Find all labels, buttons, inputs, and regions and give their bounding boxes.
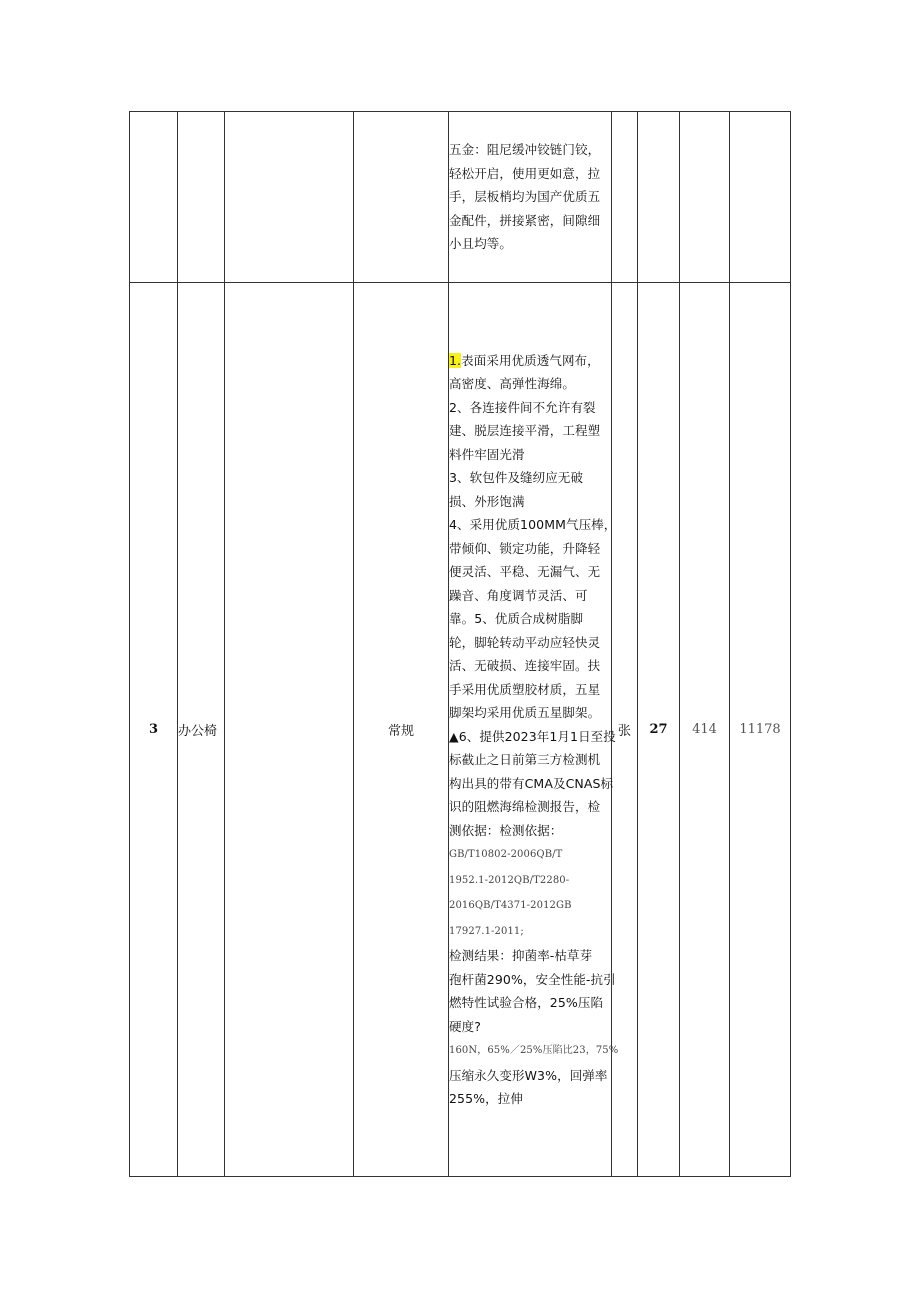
desc-line: 轮，脚轮转动平动应轻快灵: [449, 634, 601, 650]
cell-price: 414: [680, 283, 730, 1177]
cell-name: [178, 112, 225, 283]
cell-name: 办公椅: [178, 283, 225, 1177]
cell-no: [130, 112, 178, 283]
cell-price: [680, 112, 730, 283]
desc-line: 小且均等。: [449, 236, 513, 252]
cell-qty: [638, 112, 680, 283]
table-row: [130, 283, 791, 1177]
cell-unit: 张: [612, 283, 638, 1177]
cell-no: 3: [130, 283, 178, 1177]
standard-code-line: 2016QB/T4371-2012GB: [449, 900, 572, 911]
desc-line: 2、各连接件间不允许有裂: [449, 399, 596, 415]
desc-line: 检测结果：抑菌率-枯草芽: [449, 948, 593, 963]
desc-line: 构出具的带有CMA及CNAS标: [449, 775, 614, 791]
desc-line: 255%，拉伸: [449, 1091, 523, 1106]
desc-line: 孢杆菌290%，安全性能-抗引: [449, 971, 616, 987]
desc-line: 标截止之日前第三方检测机: [449, 752, 601, 767]
desc-line: 金配件，拼接紧密，间隙细: [449, 212, 601, 228]
standard-code-line: 160N，65%／25%压陷比23，75%: [449, 1045, 619, 1056]
cell-type: [354, 112, 449, 283]
cell-blank: [225, 112, 354, 283]
desc-line: 燃特性试验合格，25%压陷: [449, 995, 604, 1010]
desc-line: ▲6、提供2023年1月1日至投: [449, 728, 616, 744]
desc-line: 4、采用优质100MM气压棒，: [449, 517, 617, 532]
standard-code-line: 17927.1-2011;: [449, 925, 524, 937]
desc-line: 损、外形饱满: [449, 493, 525, 509]
standard-code-line: GB/T10802-2006QB/T: [449, 849, 563, 860]
desc-line: 脚架均采用优质五星脚架。: [449, 705, 601, 720]
desc-line: 压缩永久变形W3%，回弹率: [449, 1067, 608, 1083]
desc-text: 表面采用优质透气网布，: [461, 352, 600, 368]
cell-description: [449, 283, 619, 1177]
desc-line: 靠。5、优质合成树脂脚: [449, 611, 584, 626]
standard-code-line: 1952.1-2012QB/T2280-: [449, 874, 570, 886]
cell-qty: 27: [638, 283, 680, 1177]
cell-total: 11178: [730, 283, 791, 1177]
table-row: [130, 112, 791, 283]
desc-line: 识的阻燃海绵检测报告，检: [449, 799, 601, 814]
desc-line: 硬度?: [449, 1018, 481, 1034]
desc-line: [449, 349, 611, 373]
desc-line: 建、脱层连接平滑，工程塑: [449, 423, 601, 438]
desc-line: 手，层板梢均为国产优质五: [449, 189, 601, 205]
spec-table: [129, 111, 791, 1177]
desc-line: 活、无破损、连接牢固。扶: [449, 658, 601, 673]
desc-line: 高密度、高弹性海绵。: [449, 376, 576, 391]
desc-line: 便灵活、平稳、无漏气、无: [449, 564, 601, 579]
cell-blank: [225, 283, 354, 1177]
cell-description: [449, 112, 612, 283]
desc-line: 轻松开启，使用更如意，拉: [449, 165, 601, 181]
desc-line: 测依据：检测依据：: [449, 822, 563, 838]
desc-line: 带倾仰、锁定功能，升降轻: [449, 540, 601, 556]
desc-line: 料件牢固光滑: [449, 446, 525, 462]
desc-line: 躁音、角度调节灵活、可: [449, 587, 588, 603]
highlight-mark: 1.: [449, 352, 462, 368]
cell-type: 常规: [354, 283, 449, 1177]
desc-line: 3、软包件及缝纫应无破: [449, 470, 584, 485]
desc-line: 五金：阻尼缓冲铰链门铰，: [449, 142, 601, 158]
desc-line: 手采用优质塑胶材质，五星: [449, 681, 601, 697]
cell-unit: [612, 112, 638, 283]
cell-total: [730, 112, 791, 283]
